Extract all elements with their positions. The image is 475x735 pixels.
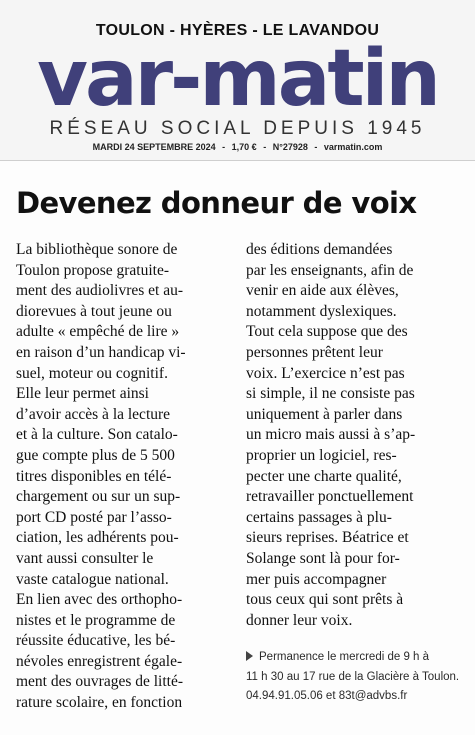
article-text-line: vant aussi consulter le <box>16 549 154 567</box>
article-text-line: venir en aide aux élèves, <box>246 282 399 300</box>
article-text-line: notamment dyslexiques. <box>246 302 397 320</box>
masthead <box>0 0 475 161</box>
article-text-line: ment des ouvrages de litté- <box>16 673 184 691</box>
article-text-line: ciation, les adhérents pou- <box>16 529 179 547</box>
article-text-line: et à la culture. Son catalo- <box>16 426 178 444</box>
info-line: 11 h 30 au 17 rue de la Glacière à Toulon. <box>246 670 460 683</box>
article-text-line: pecter une charte qualité, <box>246 467 402 485</box>
article-text-line: névoles enregistrent égale- <box>16 652 183 670</box>
article-text-line: donner leur voix. <box>246 611 353 629</box>
article-text-line: en raison d’un handicap vi- <box>16 343 186 361</box>
article-text-line: retravailler ponctuellement <box>246 488 414 506</box>
info-line: Permanence le mercredi de 9 h à <box>246 648 466 668</box>
info-line: 04.94.91.05.06 et 83t@advbs.fr <box>246 690 408 702</box>
article-text-line: uniquement à parler dans <box>246 405 403 423</box>
article-text-line: Toulon propose gratuite- <box>16 261 170 279</box>
tagline: RÉSEAU SOCIAL DEPUIS 1945 <box>49 118 426 139</box>
article-text-line: sieurs reprises. Béatrice et <box>246 529 409 547</box>
article-text-line: par les enseignants, afin de <box>246 261 414 279</box>
issue-price: 1,70 € <box>231 142 257 152</box>
edition-cities: TOULON - HYÈRES - LE LAVANDOU <box>95 22 380 39</box>
article-text-line: diorevues à tout jeune ou <box>16 302 172 320</box>
article-text-line: un micro mais aussi à s’ap- <box>246 426 416 444</box>
article-headline: Devenez donneur de voix <box>16 186 417 220</box>
article-text-line: ment des audiolivres et au- <box>16 282 184 300</box>
article-text-line: En lien avec des orthopho- <box>16 591 183 609</box>
article-text-line: des éditions demandées <box>246 241 393 258</box>
article-text-line: réussite éducative, les bé- <box>16 632 176 650</box>
article-text-line: titres disponibles en télé- <box>16 467 172 485</box>
article-text-line: d’avoir accès à la lecture <box>16 405 171 423</box>
article-text-line: port CD posté par l’asso- <box>16 508 172 526</box>
arrow-right-icon <box>246 651 253 661</box>
article-text-line: La bibliothèque sonore de <box>16 241 178 258</box>
info-box <box>246 648 466 707</box>
website: varmatin.com <box>323 142 383 152</box>
article-text-line: gue compte plus de 5 500 <box>16 446 175 464</box>
article-text-line: adulte « empêché de lire » <box>16 323 180 341</box>
article-text-line: certains passages à plu- <box>246 508 392 526</box>
article-text-line: Solange sont là pour for- <box>246 549 400 567</box>
newspaper-logo: var-matin <box>37 34 438 124</box>
article-text-line: Tout cela suppose que des <box>246 323 408 341</box>
article-text-line: vaste catalogue national. <box>16 570 169 588</box>
article-text-line: nistes et le programme de <box>16 611 176 629</box>
article-text-line: tous ceux qui sont prêts à <box>246 591 404 609</box>
dateline: MARDI 24 SEPTEMBRE 2024 - 1,70 € - N°27928 - varmatin.com <box>92 142 383 152</box>
article-column-left <box>16 240 238 714</box>
article-text-line: voix. L’exercice n’est pas <box>246 364 405 382</box>
article-text-line: chargement ou sur un sup- <box>16 488 181 506</box>
article-text-line: si simple, il ne consiste pas <box>246 385 415 403</box>
issue-date: MARDI 24 SEPTEMBRE 2024 <box>92 142 216 152</box>
article-text-line: Elle leur permet ainsi <box>16 385 149 403</box>
article-text-line: rature scolaire, en fonction <box>16 694 183 712</box>
article-text-line: personnes prêtent leur <box>246 343 383 361</box>
article-text-line: mer puis accompagner <box>246 570 387 588</box>
issue-number: N°27928 <box>272 142 308 152</box>
article-text-line: proprier un logiciel, res- <box>246 446 397 464</box>
article-column-right <box>246 240 462 631</box>
article-text-line: suel, moteur ou cognitif. <box>16 364 168 382</box>
